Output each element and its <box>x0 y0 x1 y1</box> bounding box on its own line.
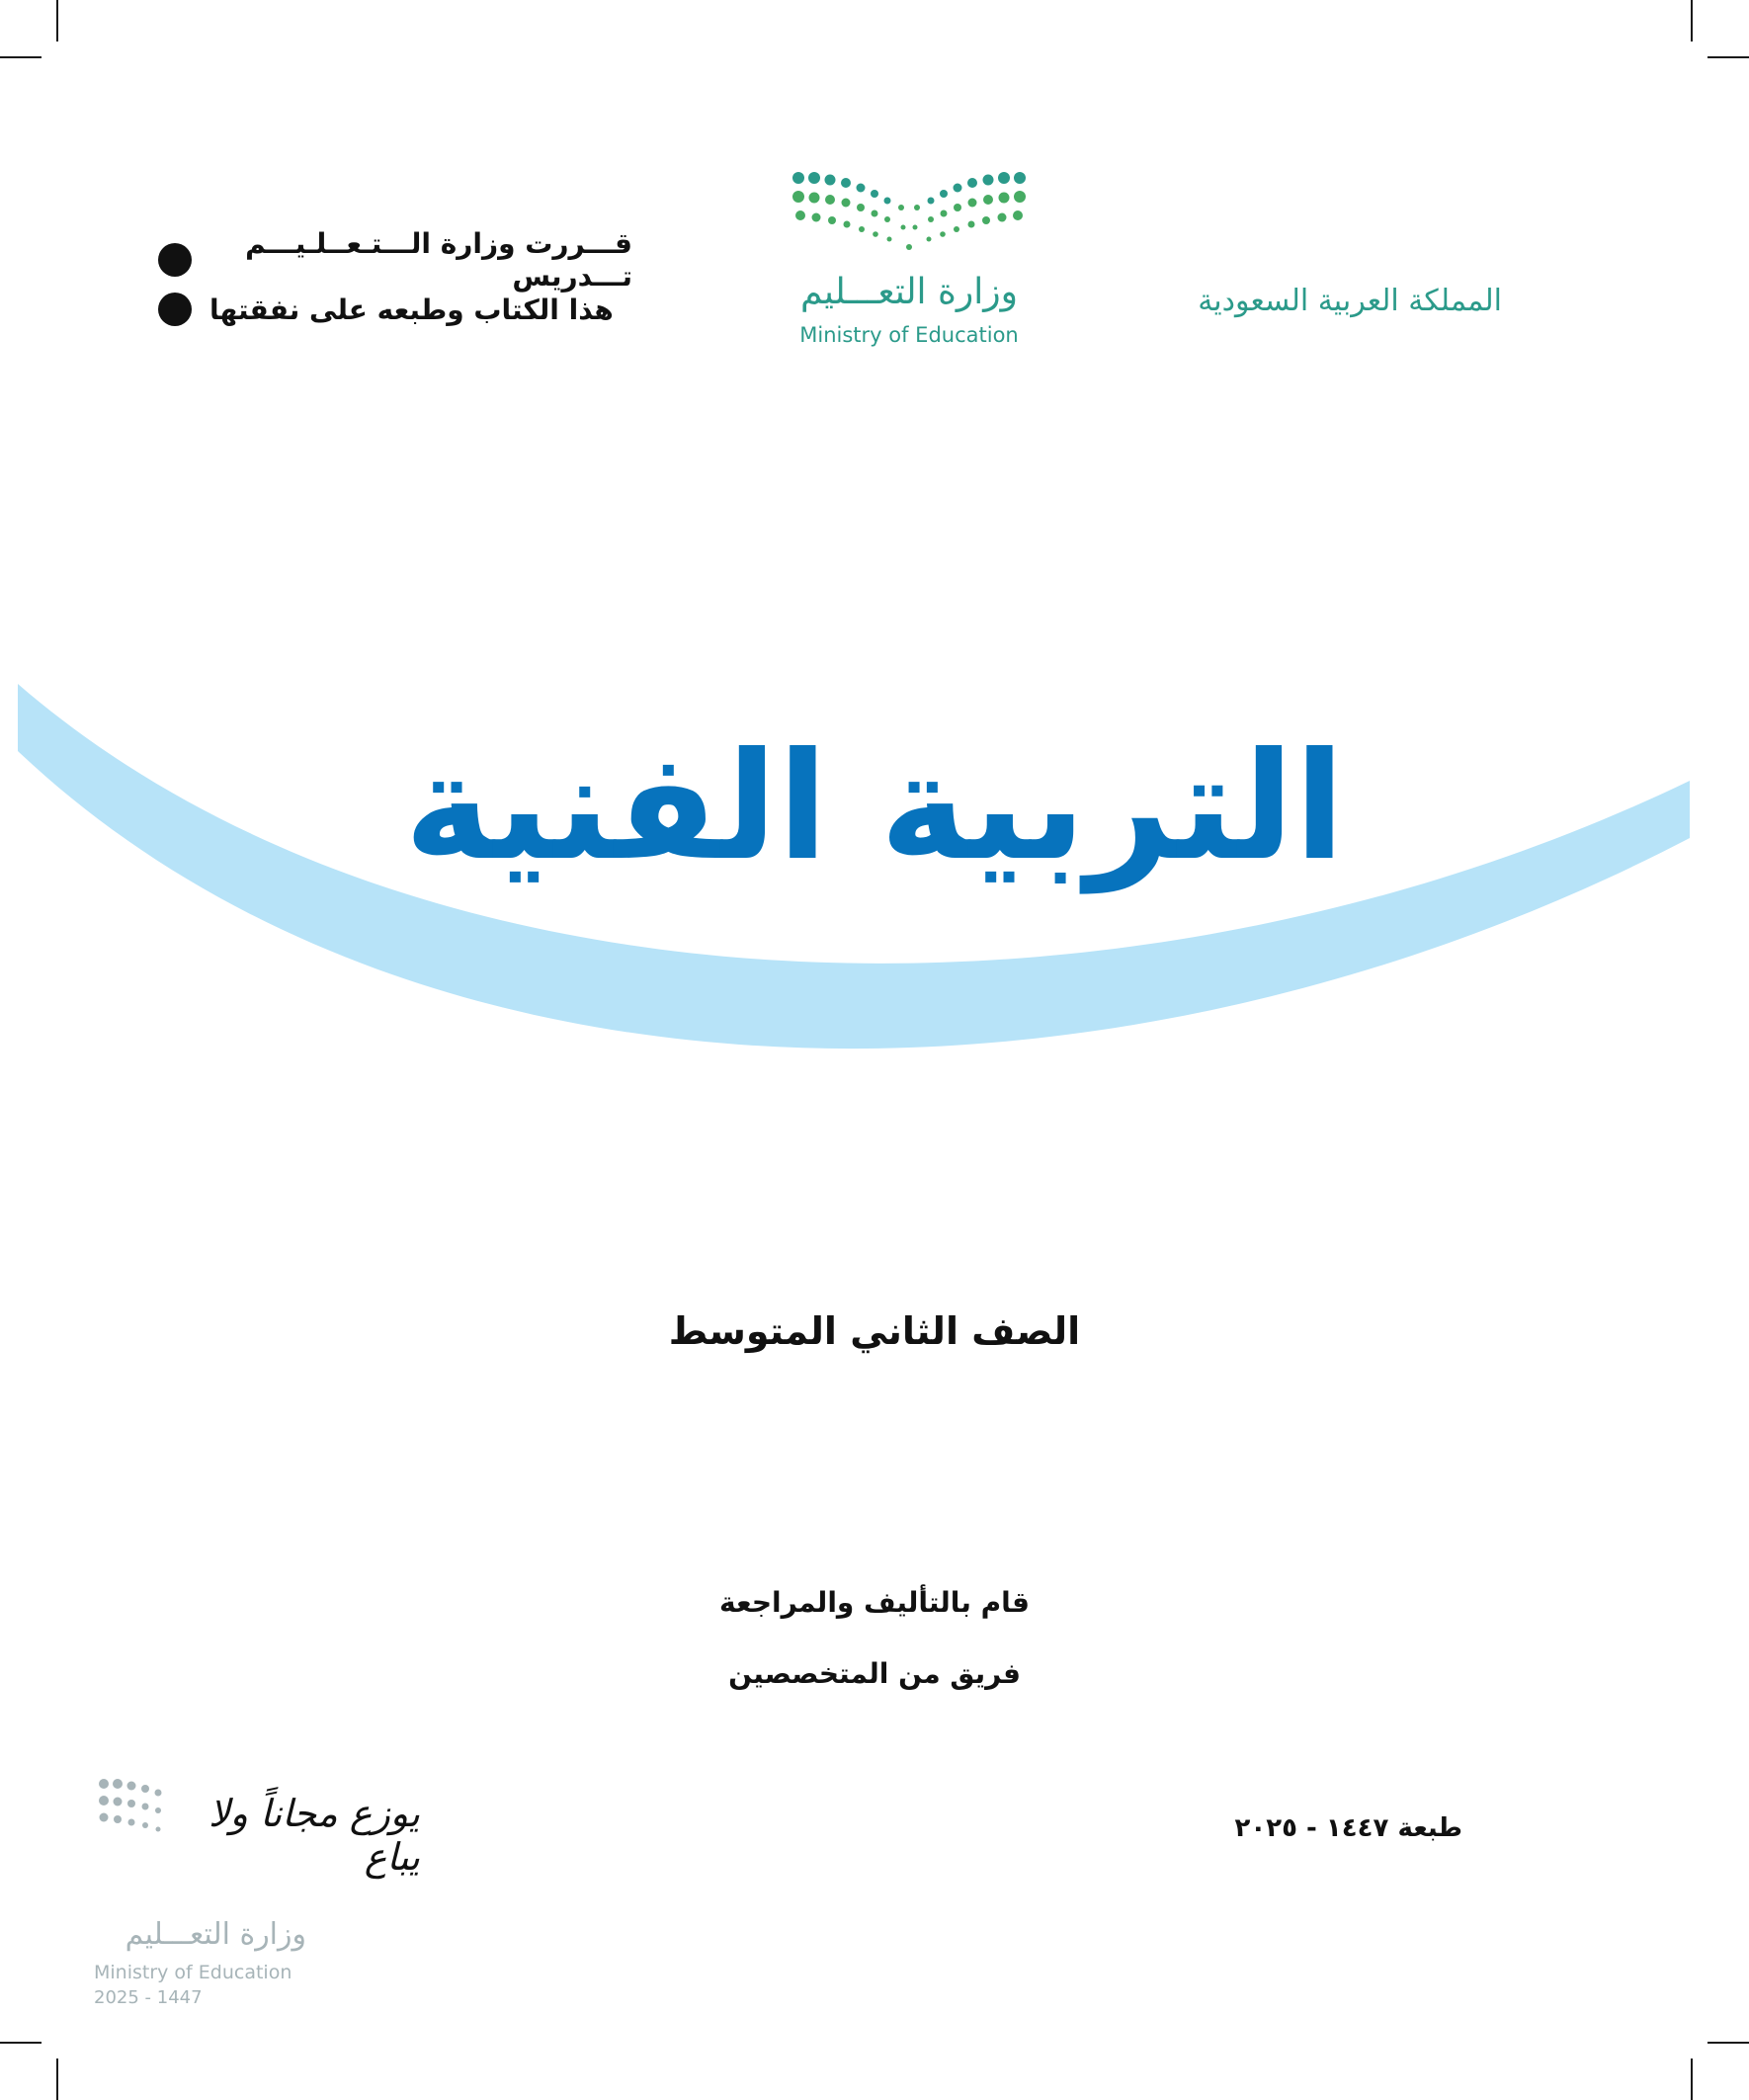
footer-year: 2025 - 1447 <box>94 1987 203 2008</box>
grade-level: الصف الثاني المتوسط <box>668 1309 1081 1353</box>
crop-mark-top-right-h <box>1707 56 1749 58</box>
free-distribution-note: يوزع مجاناً ولا يباع <box>208 1792 420 1879</box>
crop-mark-top-right-v <box>1691 0 1693 42</box>
bullet-dot-2 <box>158 293 192 326</box>
crop-mark-bottom-left-v <box>56 2058 58 2100</box>
footer-ministry-name-en: Ministry of Education <box>94 1962 292 1983</box>
ministry-logo <box>771 163 1047 361</box>
crop-mark-top-left-v <box>56 0 58 42</box>
footer-ministry-logo <box>94 1774 420 2021</box>
footer-ministry-name-ar: وزارة التعـــليم <box>125 1917 306 1952</box>
crop-mark-top-left-h <box>0 56 42 58</box>
footer-dots-emblem <box>94 1774 173 1853</box>
edition-label: طبعة ١٤٤٧ - ٢٠٢٥ <box>1234 1813 1462 1843</box>
ministry-name-ar: وزارة التعـــليم <box>799 272 1019 312</box>
ministry-decision-statement <box>158 227 632 334</box>
crop-mark-bottom-right-h <box>1707 2042 1749 2044</box>
book-title: التربية الفنية <box>403 721 1346 893</box>
country-name: المملكة العربية السعودية <box>1198 284 1502 318</box>
ministry-name-en: Ministry of Education <box>799 323 1019 347</box>
authored-by-label: قام بالتأليف والمراجعة <box>719 1586 1030 1619</box>
decision-text-1: قـــررت وزارة الـــتـعــلـيـــم تـــدريس <box>245 227 632 293</box>
decision-text-2: هذا الكتاب وطبعه على نفقتها <box>209 293 614 326</box>
decision-line-1 <box>158 227 632 293</box>
crop-mark-bottom-right-v <box>1691 2058 1693 2100</box>
crop-mark-bottom-left-h <box>0 2042 42 2044</box>
ministry-dots-emblem <box>771 163 1047 262</box>
bullet-dot-1 <box>158 243 192 277</box>
authoring-team: فريق من المتخصصين <box>728 1657 1021 1690</box>
